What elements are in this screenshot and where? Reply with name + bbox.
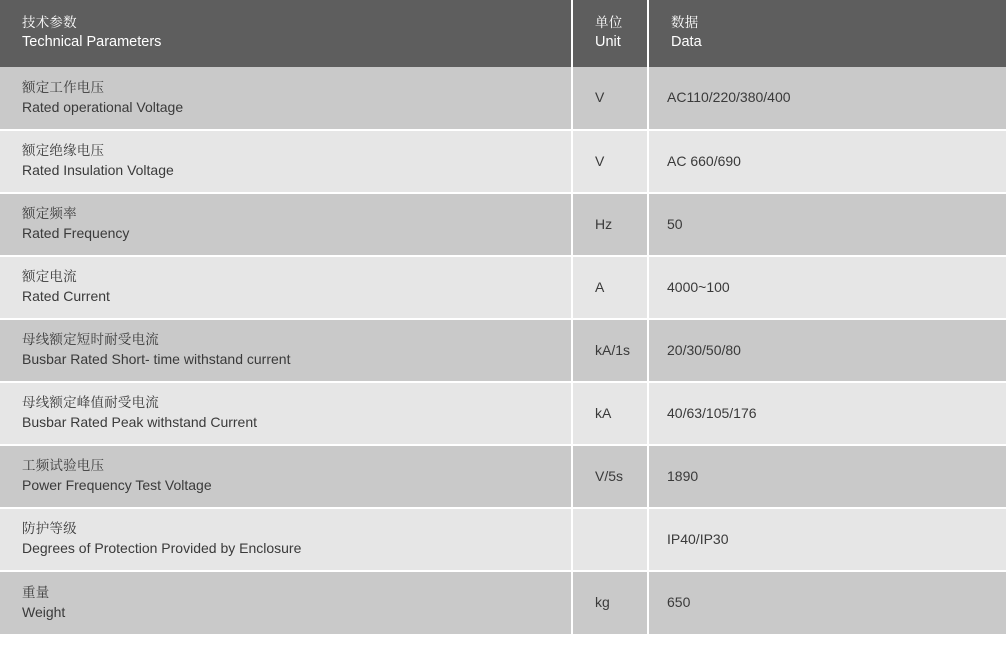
row-unit: kg [572,571,648,634]
row-parameter [0,508,572,571]
row-parameter-en: Rated Insulation Voltage [22,162,174,178]
row-parameter-cn: 母线额定短时耐受电流 [22,332,159,347]
row-parameter-en: Busbar Rated Short- time withstand current [22,351,291,367]
row-unit [572,508,648,571]
row-data: 4000~100 [648,256,1006,319]
header-unit-cn: 单位 [595,15,623,30]
row-unit: kA [572,382,648,445]
row-unit: A [572,256,648,319]
row-unit: kA/1s [572,319,648,382]
table-row [0,508,1006,571]
row-parameter [0,130,572,193]
row-data: AC 660/690 [648,130,1006,193]
row-parameter [0,256,572,319]
row-parameter-en: Degrees of Protection Provided by Enclosure [22,540,302,556]
table-row [0,382,1006,445]
header-data-en: Data [671,34,702,50]
row-parameter-cn: 防护等级 [22,521,77,536]
row-parameter-cn: 重量 [22,584,50,600]
table-row [0,445,1006,508]
row-parameter-en: Busbar Rated Peak withstand Current [22,414,258,430]
row-data: 40/63/105/176 [648,382,1006,445]
table-row [0,319,1006,382]
row-parameter-cn: 额定电流 [22,269,77,284]
row-unit: V [572,130,648,193]
row-parameter-cn: 额定绝缘电压 [22,143,105,158]
row-parameter-cn: 工频试验电压 [22,458,105,473]
row-parameter-en: Rated Frequency [22,225,130,241]
table-row [0,130,1006,193]
header-data-cn: 数据 [671,15,699,30]
table-row [0,193,1006,256]
row-unit: Hz [572,193,648,256]
row-parameter-en: Rated Current [22,288,110,304]
table-row [0,256,1006,319]
row-parameter [0,67,572,130]
header-unit [572,0,648,67]
table-header-row [0,0,1006,67]
row-data: 20/30/50/80 [648,319,1006,382]
header-data [648,0,1006,67]
row-unit: V/5s [572,445,648,508]
row-unit: V [572,67,648,130]
header-parameters-en: Technical Parameters [22,34,162,50]
header-parameters [0,0,572,67]
table-row [0,571,1006,634]
row-parameter [0,193,572,256]
table-body [0,67,1006,634]
row-parameter [0,445,572,508]
table-header [0,0,1006,67]
row-parameter-cn: 母线额定峰值耐受电流 [22,395,159,410]
row-parameter-en: Rated operational Voltage [22,98,184,115]
row-parameter-cn: 额定频率 [22,206,77,221]
row-parameter [0,382,572,445]
row-data: AC110/220/380/400 [648,67,1006,130]
header-parameters-cn: 技术参数 [22,15,77,30]
row-data: 650 [648,571,1006,634]
row-data: 50 [648,193,1006,256]
row-parameter [0,319,572,382]
row-data: 1890 [648,445,1006,508]
row-parameter [0,571,572,634]
row-parameter-en: Weight [22,603,66,620]
row-parameter-cn: 额定工作电压 [22,79,105,95]
header-unit-en: Unit [595,34,621,50]
table-row [0,67,1006,130]
row-data: IP40/IP30 [648,508,1006,571]
row-parameter-en: Power Frequency Test Voltage [22,477,212,493]
